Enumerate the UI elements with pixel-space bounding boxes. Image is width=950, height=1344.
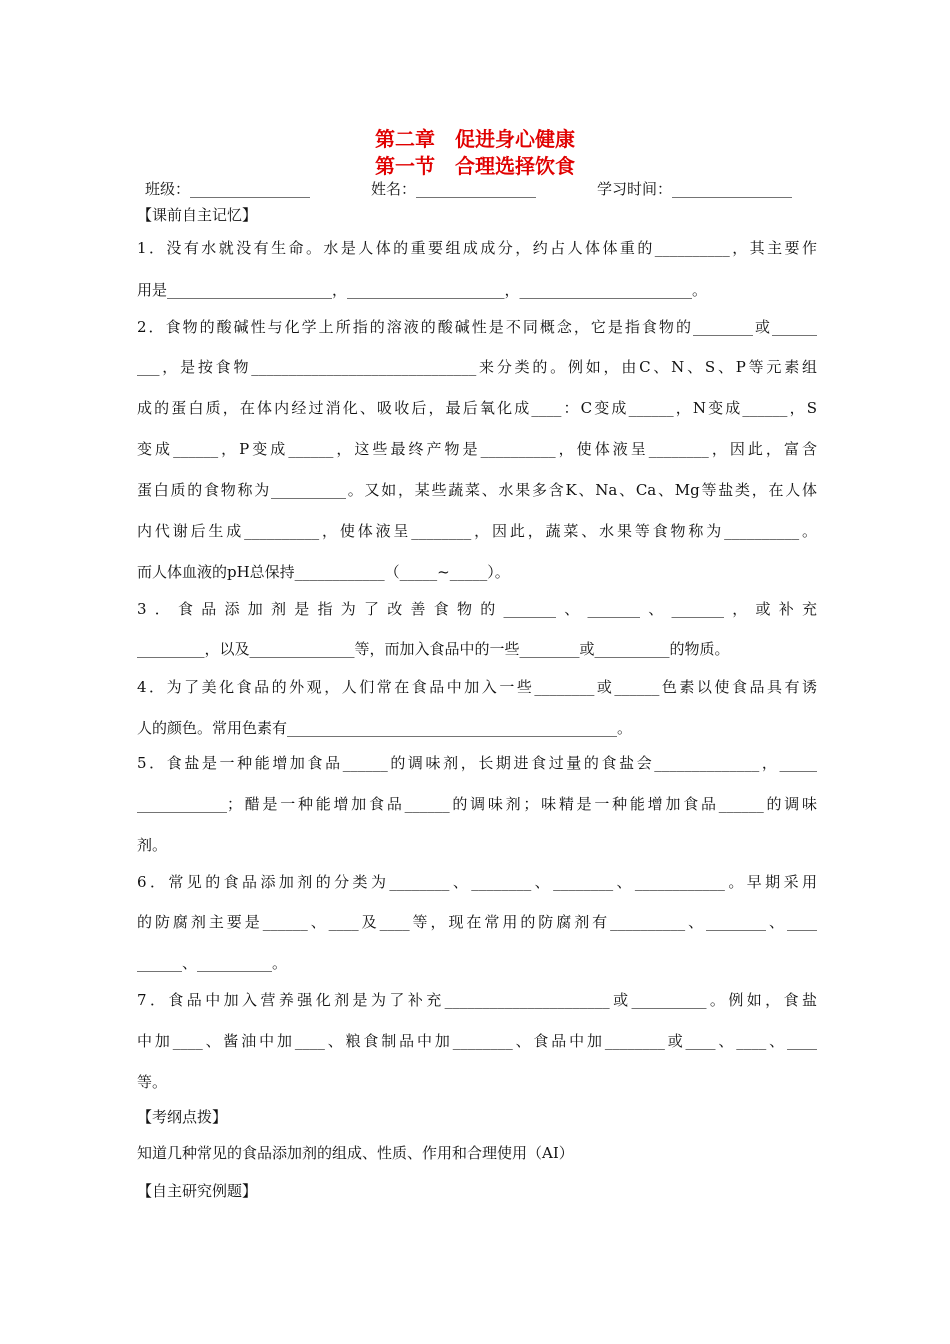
question-line: 中加____、酱油中加____、粮食制品中加________、食品中加________或____、____、____ xyxy=(137,1032,817,1050)
examples-heading: 【自主研究例题】 xyxy=(137,1182,258,1200)
question-line: 3．食品添加剂是指为了改善食物的_______、_______、_______，或补充 xyxy=(137,600,817,618)
question-line: 等。 xyxy=(137,1073,168,1091)
question-line: ___，是按食物______________________________来分类的。例如，由C、N、S、P等元素组 xyxy=(137,358,817,376)
question-line: 6．常见的食品添加剂的分类为________、________、________、____________。早期采用 xyxy=(137,873,817,891)
syllabus-text: 知道几种常见的食品添加剂的组成、性质、作用和合理使用（AI） xyxy=(137,1144,574,1162)
question-line: 4．为了美化食品的外观，人们常在食品中加入一些________或______色素以使食品具有诱 xyxy=(137,678,817,696)
study-time-field[interactable]: 学习时间：________________ xyxy=(597,180,793,198)
section-title: 第一节 合理选择饮食 xyxy=(375,154,575,178)
class-field[interactable]: 班级：________________ xyxy=(145,180,311,198)
name-field[interactable]: 姓名：________________ xyxy=(371,180,537,198)
question-line: 的防腐剂主要是______、____及____等，现在常用的防腐剂有__________、________、____ xyxy=(137,913,817,931)
question-line: 人的颜色。常用色素有____________________________________________。 xyxy=(137,719,633,737)
question-line: 成的蛋白质，在体内经过消化、吸收后，最后氧化成____：C变成______，N变成______，S xyxy=(137,399,817,417)
question-line: 变成______，P变成______，这些最终产物是__________，使体液呈________，因此，富含 xyxy=(137,440,817,458)
pre-class-heading: 【课前自主记忆】 xyxy=(137,206,258,224)
question-line: 1．没有水就没有生命。水是人体的重要组成成分，约占人体体重的__________，其主要作 xyxy=(137,239,817,257)
question-line: _________，以及______________等，而加入食品中的一些________或__________的物质。 xyxy=(137,640,730,658)
question-line: 而人体血液的pH总保持____________（_____~_____）。 xyxy=(137,563,510,581)
question-line: 用是______________________，_____________________，_______________________。 xyxy=(137,281,708,299)
question-line: 2．食物的酸碱性与化学上所指的溶液的酸碱性是不同概念，它是指食物的________或______ xyxy=(137,318,817,336)
question-line: 5．食盐是一种能增加食品______的调味剂，长期进食过量的食盐会______________，_____ xyxy=(137,754,817,772)
question-line: ______、__________。 xyxy=(137,954,288,972)
question-line: 7．食品中加入营养强化剂是为了补充______________________或__________。例如，食盐 xyxy=(137,991,817,1009)
question-line: ____________；醋是一种能增加食品______的调味剂；味精是一种能增加食品______的调味 xyxy=(137,795,817,813)
syllabus-heading: 【考纲点拨】 xyxy=(137,1108,228,1126)
question-line: 蛋白质的食物称为__________。又如，某些蔬菜、水果多含K、Na、Ca、Mg等盐类，在人体 xyxy=(137,481,817,499)
question-line: 剂。 xyxy=(137,836,168,854)
chapter-title: 第二章 促进身心健康 xyxy=(375,127,575,151)
question-line: 内代谢后生成__________，使体液呈________，因此，蔬菜、水果等食物称为__________。 xyxy=(137,522,817,540)
